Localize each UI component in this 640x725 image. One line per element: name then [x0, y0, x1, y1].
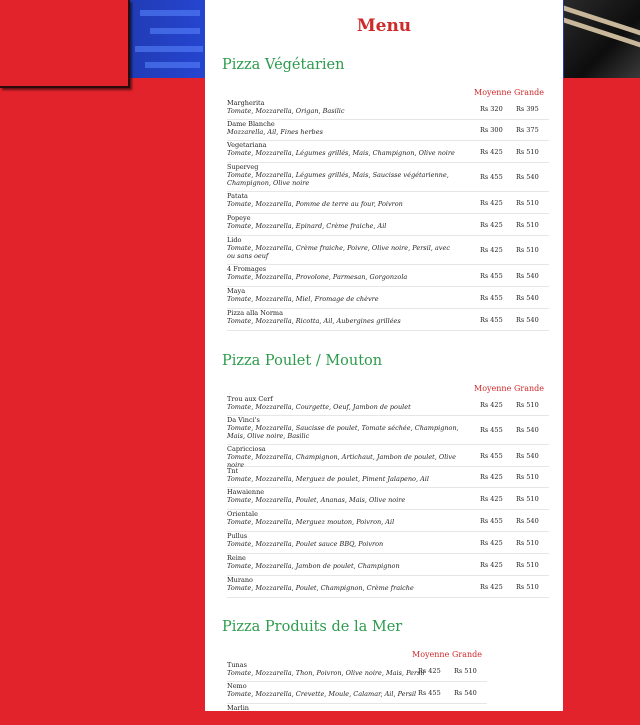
column-header-medium: Moyenne [474, 88, 512, 97]
menu-item [227, 445, 549, 467]
price-large: Rs 540 [516, 293, 539, 302]
item-name: Lido [227, 236, 242, 244]
menu-item [227, 661, 487, 682]
price-large: Rs 510 [516, 538, 539, 547]
price-large: Rs 540 [516, 426, 539, 434]
menu-item [227, 576, 549, 598]
menu-item [227, 120, 549, 141]
item-description: Tomate, Mozzarella, Poulet, Ananas, Mais, Olive noire [227, 496, 406, 504]
price-large: Rs 375 [516, 126, 539, 134]
price-medium: Rs 455 [480, 426, 503, 434]
price-medium: Rs 455 [480, 293, 503, 302]
item-name: Patata [227, 192, 248, 200]
item-description: Tomate, Mozzarella, Poulet, Champignon, Crème fraiche [227, 584, 414, 592]
item-name: Tnt [227, 467, 239, 475]
red-overlay-panel [0, 0, 130, 88]
section-title: Pizza Produits de la Mer [222, 619, 403, 635]
price-large: Rs 510 [516, 198, 539, 207]
item-name: 4 Fromages [227, 265, 267, 273]
item-description: Tomate, Mozzarella, Thon, Poivron, Olive noire, Mais, Persil [227, 669, 425, 677]
item-name: Da Vinci's [227, 416, 260, 424]
item-name: Marlin [227, 704, 249, 712]
price-medium: Rs 425 [418, 667, 441, 675]
item-name: Popeye [227, 214, 251, 222]
price-medium: Rs 455 [480, 516, 503, 525]
item-name: Nemo [227, 682, 247, 690]
item-description: Tomate, Mozzarella, Miel, Fromage de chèvre [227, 295, 379, 303]
menu-item [227, 682, 487, 704]
menu-item [227, 704, 487, 725]
menu-item [227, 416, 549, 445]
item-name: Vegetariana [227, 141, 267, 149]
item-description: Tomate, Mozzarella, Poulet sauce BBQ, Poivron [227, 540, 384, 548]
price-medium: Rs 425 [480, 147, 503, 156]
piano-image [564, 0, 640, 78]
price-medium: Rs 455 [480, 451, 503, 460]
price-large: Rs 510 [516, 401, 539, 409]
price-medium: Rs 300 [480, 126, 503, 134]
menu-item [227, 488, 549, 510]
price-medium: Rs 425 [480, 220, 503, 229]
menu-item [227, 192, 549, 214]
menu-item [227, 510, 549, 532]
item-description: Tomate, Mozzarella, Merguez de poulet, Piment Jalapeno, Ail [227, 475, 429, 483]
column-header-large: Grande [452, 650, 482, 659]
item-description: Tomate, Mozzarella, Champignon, Artichaut, Jambon de poulet, Olive noire [227, 453, 456, 469]
section-title: Pizza Végétarien [222, 57, 345, 73]
item-description: Tomate, Mozzarella, Crème fraiche, Poivre, Olive noire, Persil, avec ou sans oeuf [227, 244, 450, 260]
menu-item [227, 214, 549, 236]
price-medium: Rs 425 [480, 560, 503, 569]
price-medium: Rs 425 [480, 582, 503, 591]
item-name: Orientale [227, 510, 258, 518]
item-description: Tomate, Mozzarella, Provolone, Parmesan, Gorgonzola [227, 273, 408, 281]
menu-item [227, 309, 549, 331]
menu-item [227, 554, 549, 576]
item-description: Tomate, Mozzarella, Légumes grillés, Mais, Champignon, Olive noire [227, 149, 455, 157]
item-name: Dame Blanche [227, 120, 275, 128]
price-medium: Rs 425 [480, 494, 503, 503]
menu-item [227, 395, 549, 416]
menu-content [205, 0, 563, 711]
price-medium: Rs 455 [418, 688, 441, 697]
menu-item [227, 467, 549, 488]
price-large: Rs 510 [454, 667, 477, 675]
item-name: Trou aux Cerf [227, 395, 273, 403]
price-medium: Rs 425 [480, 246, 503, 254]
price-medium: Rs 425 [480, 198, 503, 207]
menu-item [227, 99, 549, 120]
item-name: Hawaienne [227, 488, 265, 496]
menu-item [227, 532, 549, 554]
price-large: Rs 510 [516, 494, 539, 503]
column-header-large: Grande [514, 384, 544, 393]
price-large: Rs 510 [516, 473, 539, 481]
price-large: Rs 510 [516, 560, 539, 569]
price-medium: Rs 425 [480, 473, 503, 481]
price-large: Rs 510 [516, 220, 539, 229]
menu-item [227, 163, 549, 192]
item-description: Tomate, Mozzarella, Crevette, Moule, Calamar, Ail, Persil [227, 690, 417, 698]
price-large: Rs 510 [516, 246, 539, 254]
item-description: Tomate, Mozzarella, Légumes grillés, Mais, Saucisse végétarienne, Champignon, Olive noire [227, 171, 449, 187]
price-large: Rs 510 [516, 582, 539, 591]
item-description: Tomate, Mozzarella, Origan, Basilic [227, 107, 345, 115]
item-name: Murano [227, 576, 253, 584]
page-title: Menu [356, 16, 412, 36]
item-description: Tomate, Mozzarella, Pomme de terre au four, Poivron [227, 200, 403, 208]
price-large: Rs 540 [516, 315, 539, 324]
menu-item [227, 236, 549, 265]
item-name: Pullus [227, 532, 248, 540]
item-name: Maya [227, 287, 246, 295]
item-name: Superveg [227, 163, 259, 171]
price-large: Rs 540 [516, 271, 539, 280]
price-medium: Rs 425 [480, 401, 503, 409]
column-header-large: Grande [514, 88, 544, 97]
price-large: Rs 540 [516, 516, 539, 525]
menu-item [227, 265, 549, 287]
column-header-medium: Moyenne [474, 384, 512, 393]
item-name: Tunas [227, 661, 247, 669]
item-name: Pizza alla Norma [227, 309, 283, 317]
item-description: Tomate, Mozzarella, Jambon de poulet, Champignon [227, 562, 400, 570]
price-large: Rs 540 [454, 688, 477, 697]
price-medium: Rs 455 [480, 315, 503, 324]
price-large: Rs 510 [516, 147, 539, 156]
price-large: Rs 395 [516, 105, 539, 113]
item-description: Tomate, Mozzarella, Courgette, Oeuf, Jambon de poulet [227, 403, 411, 411]
item-description: Tomate, Mozzarella, Saucisse de poulet, Tomate séchée, Champignon, Mais, Olive noire, Basilic [227, 424, 459, 440]
item-name: Reine [227, 554, 246, 562]
column-header-medium: Moyenne [412, 650, 450, 659]
item-description: Mozzarella, Ail, Fines herbes [227, 128, 323, 136]
price-medium: Rs 425 [480, 538, 503, 547]
price-medium: Rs 320 [480, 105, 503, 113]
price-large: Rs 540 [516, 173, 539, 181]
menu-item [227, 287, 549, 309]
price-large: Rs 540 [516, 451, 539, 460]
item-name: Margherita [227, 99, 265, 107]
item-description: Tomate, Mozzarella, Epinard, Crème fraiche, Ail [227, 222, 387, 230]
price-medium: Rs 455 [480, 173, 503, 181]
price-medium: Rs 455 [480, 271, 503, 280]
menu-item [227, 141, 549, 163]
section-title: Pizza Poulet / Mouton [222, 353, 383, 369]
item-description: Tomate, Mozzarella, Merguez mouton, Poivron, Ail [227, 518, 395, 526]
item-name: Capricciosa [227, 445, 266, 453]
item-description: Tomate, Mozzarella, Ricotta, Ail, Aubergines grillées [227, 317, 401, 325]
